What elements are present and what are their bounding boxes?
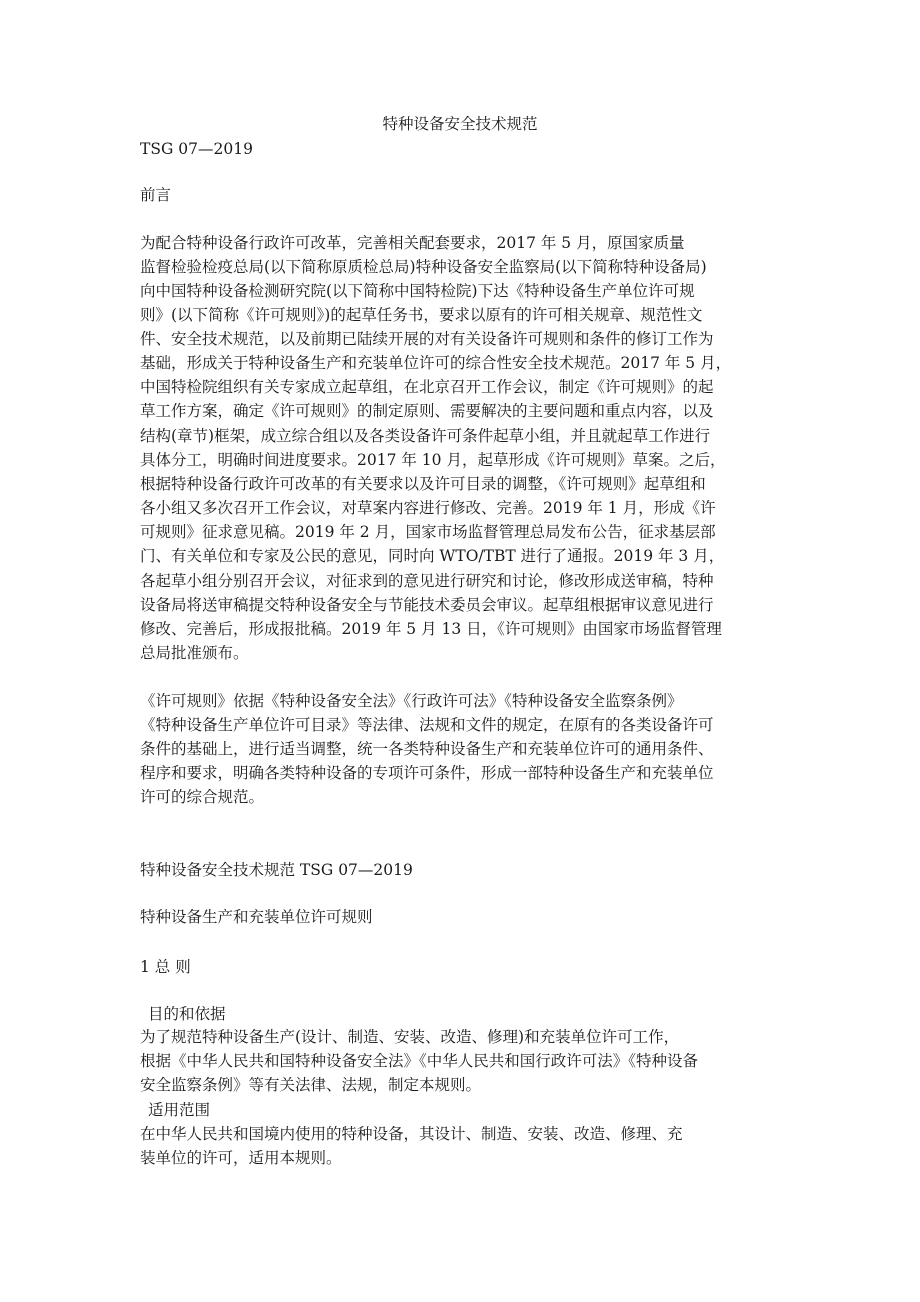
preface-p1-line: 件、安全技术规范，以及前期已陆续开展的对有关设备许可规则和条件的修订工作为 — [140, 330, 714, 348]
preface-p2-line: 《许可规则》依据《特种设备安全法》《行政许可法》《特种设备安全监察条例》 — [140, 692, 683, 710]
preface-p1-line: 根据特种设备行政许可改革的有关要求以及许可目录的调整，《许可规则》起草组和 — [140, 475, 706, 493]
preface-p1-line: 则》(以下简称《许可规则》)的起草任务书，要求以原有的许可相关规章、规范性文 — [140, 306, 703, 324]
preface-p1-line: 中国特检院组织有关专家成立起草组，在北京召开工作会议，制定《许可规则》的起 — [140, 378, 714, 396]
preface-p2-line: 条件的基础上，进行适当调整，统一各类特种设备生产和充装单位许可的通用条件、 — [140, 740, 714, 758]
preface-p1-line: 设备局将送审稿提交特种设备安全与节能技术委员会审议。起草组根据审议意见进行 — [140, 596, 714, 614]
section-scope-line: 在中华人民共和国境内使用的特种设备，其设计、制造、安装、改造、修理、充 — [140, 1125, 683, 1143]
chapter-heading: 1 总 则 — [140, 958, 191, 976]
preface-p1-line: 各起草小组分别召开会议，对征求到的意见进行研究和讨论，修改形成送审稿，特种 — [140, 572, 714, 590]
document-title: 特种设备安全技术规范 — [382, 115, 538, 133]
preface-p1-line: 结构(章节)框架，成立综合组以及各类设备许可条件起草小组，并且就起草工作进行 — [140, 427, 711, 445]
section-scope-line: 装单位的许可，适用本规则。 — [140, 1149, 342, 1167]
preface-p2-line: 《特种设备生产单位许可目录》等法律、法规和文件的规定，在原有的各类设备许可 — [140, 716, 714, 734]
preface-p1-line: 修改、完善后，形成报批稿。2019 年 5 月 13 日，《许可规则》由国家市场监督管理 — [140, 620, 722, 638]
section-heading-scope: 适用范围 — [148, 1101, 211, 1119]
section-purpose-line: 根据《中华人民共和国特种设备安全法》《中华人民共和国行政许可法》《特种设备 — [140, 1052, 699, 1070]
preface-p1-line: 总局批准颁布。 — [140, 644, 249, 662]
preface-p1-line: 向中国特种设备检测研究院(以下简称中国特检院)下达《特种设备生产单位许可规 — [140, 282, 695, 300]
preface-p1-line: 门、有关单位和专家及公民的意见，同时向 WTO/TBT 进行了通报。2019 年 3 月， — [140, 547, 725, 565]
preface-p1-line: 具体分工，明确时间进度要求。2017 年 10 月，起草形成《许可规则》草案。之后， — [140, 451, 726, 469]
spec-line: 特种设备安全技术规范 TSG 07—2019 — [140, 861, 413, 879]
preface-p1-line: 监督检验检疫总局(以下简称原质检总局)特种设备安全监察局(以下简称特种设备局) — [140, 258, 707, 276]
preface-p1-line: 为配合特种设备行政许可改革，完善相关配套要求，2017 年 5 月，原国家质量 — [140, 234, 685, 252]
preface-p1-line: 草工作方案，确定《许可规则》的制定原则、需要解决的主要问题和重点内容，以及 — [140, 402, 714, 420]
rule-title: 特种设备生产和充装单位许可规则 — [140, 908, 373, 926]
document-code: TSG 07—2019 — [140, 140, 253, 158]
preface-p1-line: 各小组又多次召开工作会议，对草案内容进行修改、完善。2019 年 1 月，形成《许 — [140, 499, 716, 517]
section-purpose-line: 安全监察条例》等有关法律、法规，制定本规则。 — [140, 1076, 482, 1094]
preface-heading: 前言 — [140, 186, 172, 204]
preface-p1-line: 可规则》征求意见稿。2019 年 2 月，国家市场监督管理总局发布公告，征求基层部 — [140, 523, 716, 541]
section-purpose-line: 为了规范特种设备生产(设计、制造、安装、改造、修理)和充装单位许可工作， — [140, 1028, 680, 1046]
preface-p2-line: 程序和要求，明确各类特种设备的专项许可条件，形成一部特种设备生产和充装单位 — [140, 764, 714, 782]
section-heading-purpose: 目的和依据 — [148, 1005, 226, 1023]
preface-p2-line: 许可的综合规范。 — [140, 788, 265, 806]
preface-p1-line: 基础，形成关于特种设备生产和充装单位许可的综合性安全技术规范。2017 年 5 月， — [140, 354, 732, 372]
